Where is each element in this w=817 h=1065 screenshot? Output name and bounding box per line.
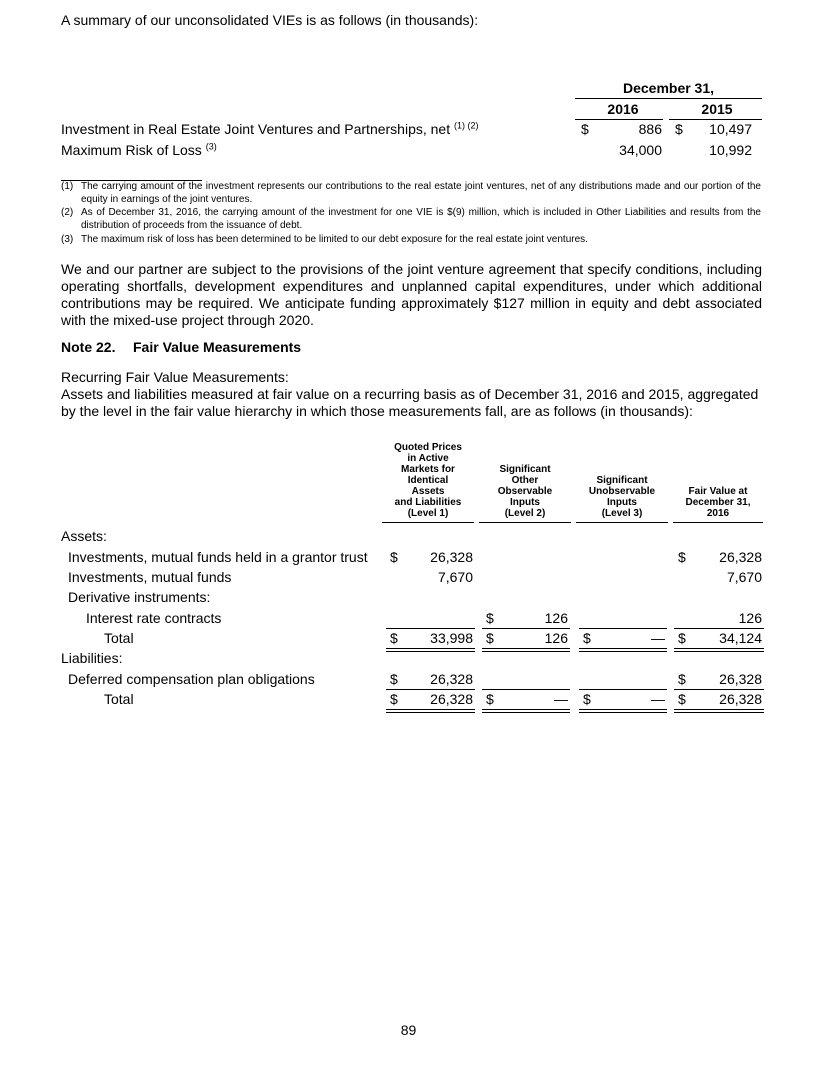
column-header-line: Significant [596,475,648,486]
page-number: 89 [400,1022,417,1038]
total-double-rule [674,709,764,710]
total-double-rule [482,712,570,713]
currency-symbol: $ [390,549,398,565]
year-rule-2015 [669,119,762,120]
currency-symbol: $ [678,549,686,565]
cell-value: 7,670 [726,569,762,585]
total-top-rule [579,628,667,629]
value-2015: 10,497 [709,121,752,137]
row-label: Deferred compensation plan obligations [68,671,315,687]
total-double-rule [386,712,475,713]
cell-value: 34,124 [719,630,762,646]
footnote-1 [61,181,762,205]
column-header [479,464,571,519]
total-top-rule [674,689,764,690]
column-header-line: December 31, [685,497,751,508]
column-header-rule [576,522,668,523]
cell-value: 26,328 [430,671,473,687]
cell-value: 33,998 [430,630,473,646]
cell-value: 126 [544,630,568,646]
footnote-3-number: (3) [61,234,74,245]
footnote-2-text: As of December 31, 2016, the carrying amount of the investment for one VIE is $(9) million, which is included in Other Liabilities and results from the distribution of proceeds from the issuance of debt. [81,207,761,231]
total-double-rule [674,712,764,713]
column-header-line: Unobservable [588,486,656,497]
cell-value: — [554,691,568,707]
column-header-line: Inputs [607,497,637,508]
footnote-ref: (3) [205,141,217,152]
cell-value: 7,670 [437,569,473,585]
currency-symbol: $ [486,691,494,707]
note-title: Fair Value Measurements [133,339,302,355]
total-double-rule [386,648,475,649]
currency-symbol: $ [390,630,398,646]
cell-value: 126 [544,610,568,626]
footnote-3-text: The maximum risk of loss has been determined to be limited to our debt exposure for the real estate joint ventures. [81,234,588,245]
column-header-line: (Level 3) [601,508,643,519]
total-label: Total [104,630,134,646]
row-label: Investments, mutual funds [68,569,232,585]
currency-symbol: $ [390,671,398,687]
total-double-rule [674,651,764,652]
currency-symbol: $ [678,691,686,707]
total-double-rule [482,648,570,649]
total-double-rule [386,709,475,710]
footnote-ref: (1) (2) [454,120,479,131]
currency-symbol: $ [675,121,683,137]
cell-value: 26,328 [430,691,473,707]
total-double-rule [579,651,667,652]
currency-symbol: $ [583,691,591,707]
currency-symbol: $ [486,630,494,646]
column-header-rule [479,522,571,523]
total-label: Total [104,691,134,707]
vie-year-2016: 2016 [607,101,639,117]
total-double-rule [482,709,570,710]
cell-value: — [651,691,665,707]
header-rule [575,98,762,99]
column-header [673,486,763,519]
total-double-rule [579,709,667,710]
total-top-rule [386,628,475,629]
column-header-line: Observable [497,486,553,497]
currency-symbol: $ [678,671,686,687]
column-header-line: Identical [407,475,449,486]
column-header-line: Markets for [401,464,455,475]
row-label: Interest rate contracts [86,610,222,626]
joint-venture-paragraph: We and our partner are subject to the provisions of the joint venture agreement that specify conditions, including operating shortfalls, development expenditures and unplanned capital expenditures, under which additional contributions may be required. We anticipate funding approximately $127 million in equity and debt associated with the mixed-use project through 2020. [61,261,762,328]
column-header-line: (Level 2) [504,508,546,519]
cell-value: 26,328 [719,549,762,565]
note-number: Note 22. [61,339,116,355]
vie-table-header-date: December 31, [622,80,715,96]
column-header-line: Quoted Prices [394,442,462,453]
cell-value: 126 [738,610,762,626]
value-2015: 10,992 [709,142,752,158]
column-header-line: Other [511,475,539,486]
footnote-1-number: (1) [61,181,74,192]
total-double-rule [386,651,475,652]
vie-row-label: Maximum Risk of Loss $^{(3)}$ [61,141,217,158]
vie-summary-intro: A summary of our unconsolidated VIEs is as follows (in thousands): [61,12,479,28]
row-label: Derivative instruments: [68,589,211,605]
cell-value: — [651,630,665,646]
value-2016: 34,000 [619,142,662,158]
total-top-rule [386,689,475,690]
row-label: Assets: [61,528,107,544]
column-header [382,442,474,519]
currency-symbol: $ [486,610,494,626]
footnote-1-text: The carrying amount of the investment represents our contributions to the real estate joint ventures, net of any distributions made and our portion of the equity in earnings of the joint ventures. [81,181,761,205]
footnote-2 [61,207,762,231]
total-top-rule [482,628,570,629]
footnote-2-number: (2) [61,207,74,218]
column-header-rule [382,522,474,523]
total-top-rule [482,689,570,690]
column-header-line: 2016 [706,508,730,519]
column-header-line: and Liabilities [394,497,462,508]
currency-symbol: $ [583,630,591,646]
total-double-rule [579,712,667,713]
fair-value-intro: Assets and liabilities measured at fair value on a recurring basis as of December 31, 2016 and 2015, aggregated by the level in the fair value hierarchy in which those measurements fall, are as follows (in thousands): [61,386,759,419]
currency-symbol: $ [678,630,686,646]
column-header-line: in Active [407,453,449,464]
total-top-rule [579,689,667,690]
currency-symbol: $ [390,691,398,707]
total-double-rule [579,648,667,649]
value-2016: 886 [638,121,662,137]
row-label: Liabilities: [61,650,123,666]
footnote-3 [61,234,762,247]
vie-year-2015: 2015 [701,101,733,117]
recurring-subheading: Recurring Fair Value Measurements: [61,369,289,385]
total-double-rule [674,648,764,649]
total-top-rule [674,628,764,629]
vie-row-label: Investment in Real Estate Joint Ventures and Partnerships, net $^{(1) (2)}$ [61,120,479,137]
column-header-line: (Level 1) [407,508,449,519]
cell-value: 26,328 [430,549,473,565]
total-double-rule [482,651,570,652]
column-header-line: Significant [499,464,551,475]
year-rule-2016 [575,119,663,120]
column-header-line: Fair Value at [688,486,748,497]
note-heading [61,339,302,356]
column-header-line: Assets [411,486,445,497]
column-header [576,475,668,519]
row-label: Investments, mutual funds held in a grantor trust [68,549,368,565]
cell-value: 26,328 [719,691,762,707]
column-header-line: Inputs [510,497,540,508]
column-header-rule [673,522,763,523]
cell-value: 26,328 [719,671,762,687]
currency-symbol: $ [581,121,589,137]
